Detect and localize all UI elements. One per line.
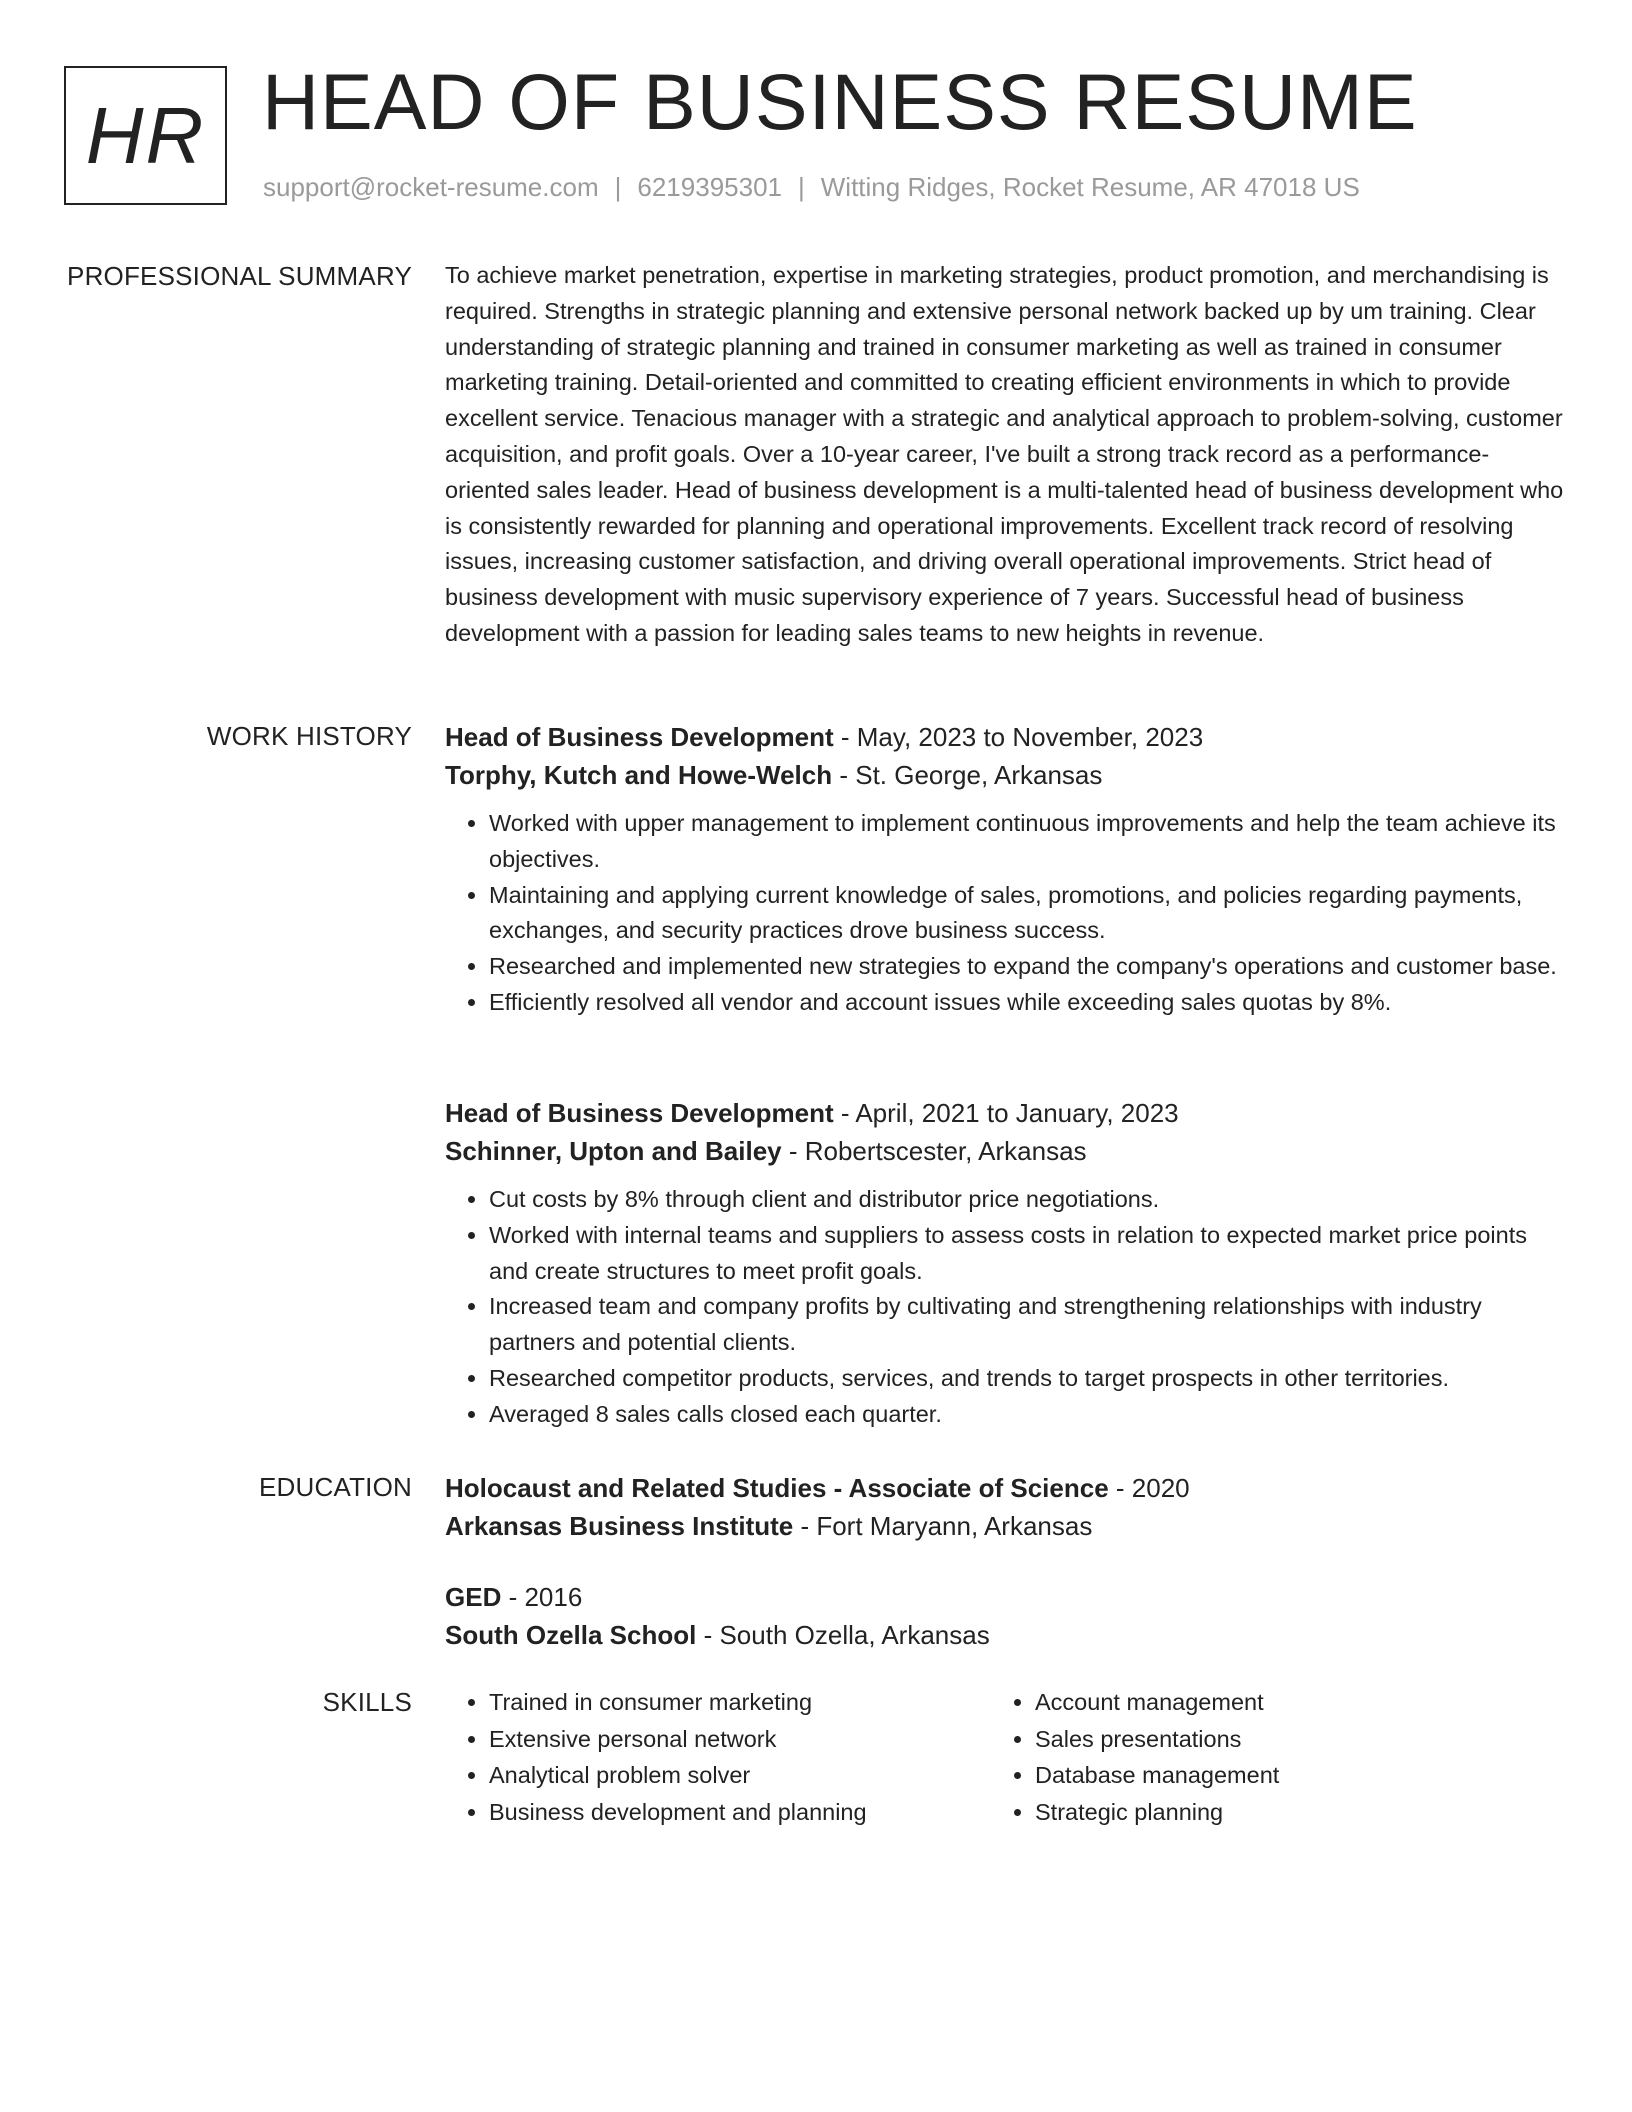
education-entry — [445, 1469, 1565, 1545]
job-company: Schinner, Upton and Bailey — [445, 1136, 782, 1166]
job-dates: - April, 2021 to January, 2023 — [833, 1098, 1179, 1128]
school-line — [445, 1616, 990, 1654]
job-bullet: • Researched and implemented new strategies to expand the company's operations and customer base. — [489, 949, 1565, 985]
job-company-line — [445, 756, 1565, 794]
section-label-education: EDUCATION — [259, 1472, 412, 1502]
degree-name: Holocaust and Related Studies - Associate of Science — [445, 1473, 1109, 1503]
contact-line — [263, 172, 1360, 203]
degree-name: GED — [445, 1582, 502, 1612]
skill-item: • Sales presentations — [1035, 1721, 1279, 1758]
job-bullet: • Worked with upper management to implement continuous improvements and help the team achieve its objectives. — [489, 806, 1565, 878]
job-title: Head of Business Development — [445, 1098, 834, 1128]
degree-line — [445, 1578, 990, 1616]
job-bullet: • Increased team and company profits by cultivating and strengthening relationships with industry partners and potential clients. — [489, 1289, 1565, 1361]
resume-header — [64, 57, 1568, 214]
job-company-line — [445, 1132, 1565, 1170]
contact-address: Witting Ridges, Rocket Resume, AR 47018 US — [820, 172, 1360, 202]
contact-email: support@rocket-resume.com — [263, 172, 599, 202]
school-line — [445, 1507, 1565, 1545]
school-location: - South Ozella, Arkansas — [696, 1620, 990, 1650]
school-location: - Fort Maryann, Arkansas — [793, 1511, 1093, 1541]
job-bullet: • Cut costs by 8% through client and distributor price negotiations. — [489, 1182, 1565, 1218]
degree-year: - 2016 — [501, 1582, 583, 1612]
section-label-skills: SKILLS — [322, 1687, 412, 1717]
skills-column-2 — [991, 1684, 1279, 1830]
skill-item: • Trained in consumer marketing — [489, 1684, 991, 1721]
education-entry — [445, 1578, 990, 1654]
job-location: - St. George, Arkansas — [832, 760, 1103, 790]
job-bullet: • Worked with internal teams and suppliers to assess costs in relation to expected market price points and create structures to meet profit goals. — [489, 1218, 1565, 1290]
job-location: - Robertscester, Arkansas — [781, 1136, 1087, 1166]
section-label-summary: PROFESSIONAL SUMMARY — [67, 261, 412, 291]
job-dates: - May, 2023 to November, 2023 — [833, 722, 1204, 752]
school-name: South Ozella School — [445, 1620, 697, 1650]
skills-columns — [445, 1684, 1565, 1830]
contact-separator: | — [798, 172, 805, 202]
school-name: Arkansas Business Institute — [445, 1511, 794, 1541]
job-title-line — [445, 1094, 1565, 1132]
degree-year: - 2020 — [1108, 1473, 1190, 1503]
job-bullet: • Efficiently resolved all vendor and account issues while exceeding sales quotas by 8%. — [489, 985, 1565, 1021]
skill-item: • Strategic planning — [1035, 1794, 1279, 1831]
job-company: Torphy, Kutch and Howe-Welch — [445, 760, 833, 790]
job-bullets — [445, 806, 1565, 1021]
contact-phone: 6219395301 — [637, 172, 782, 202]
skill-item: • Analytical problem solver — [489, 1757, 991, 1794]
monogram-box: HR — [64, 66, 227, 205]
skill-item: • Extensive personal network — [489, 1721, 991, 1758]
job-title-line — [445, 718, 1565, 756]
skill-item: • Account management — [1035, 1684, 1279, 1721]
job-bullet: • Maintaining and applying current knowledge of sales, promotions, and policies regarding payments, exchanges, and security practices drove business success. — [489, 878, 1565, 950]
job-bullet: • Averaged 8 sales calls closed each quarter. — [489, 1397, 1565, 1433]
job-bullets — [445, 1182, 1565, 1433]
summary-text: To achieve market penetration, expertise in marketing strategies, product promotion, and merchandising is required. Strengths in strategic planning and extensive personal network backed up by um training. Clear understanding of strategic planning and trained in consumer marketing as well as trained in consumer marketing training. Detail-oriented and committed to creating efficient environments in which to provide excellent service. Tenacious manager with a strategic and analytical approach to problem-solving, customer acquisition, and profit goals. Over a 10-year career, I've built a strong track record as a performance-oriented sales leader. Head of business development is a multi-talented head of business development who is consistently rewarded for planning and operational improvements. Excellent track record of resolving issues, increasing customer satisfaction, and driving overall operational improvements. Strict head of business development with music supervisory experience of 7 years. Successful head of business development with a passion for leading sales teams to new heights in revenue. — [445, 262, 1564, 646]
skills-column-1 — [445, 1684, 991, 1830]
job-entry — [445, 1094, 1565, 1433]
resume-title: HEAD OF BUSINESS RESUME — [262, 57, 1418, 146]
degree-line — [445, 1469, 1565, 1507]
job-title: Head of Business Development — [445, 722, 834, 752]
contact-separator: | — [614, 172, 622, 202]
section-label-work: WORK HISTORY — [206, 721, 412, 751]
skill-item: • Business development and planning — [489, 1794, 991, 1831]
skill-item: • Database management — [1035, 1757, 1279, 1794]
job-bullet: • Researched competitor products, services, and trends to target prospects in other territories. — [489, 1361, 1565, 1397]
job-entry — [445, 718, 1565, 1021]
